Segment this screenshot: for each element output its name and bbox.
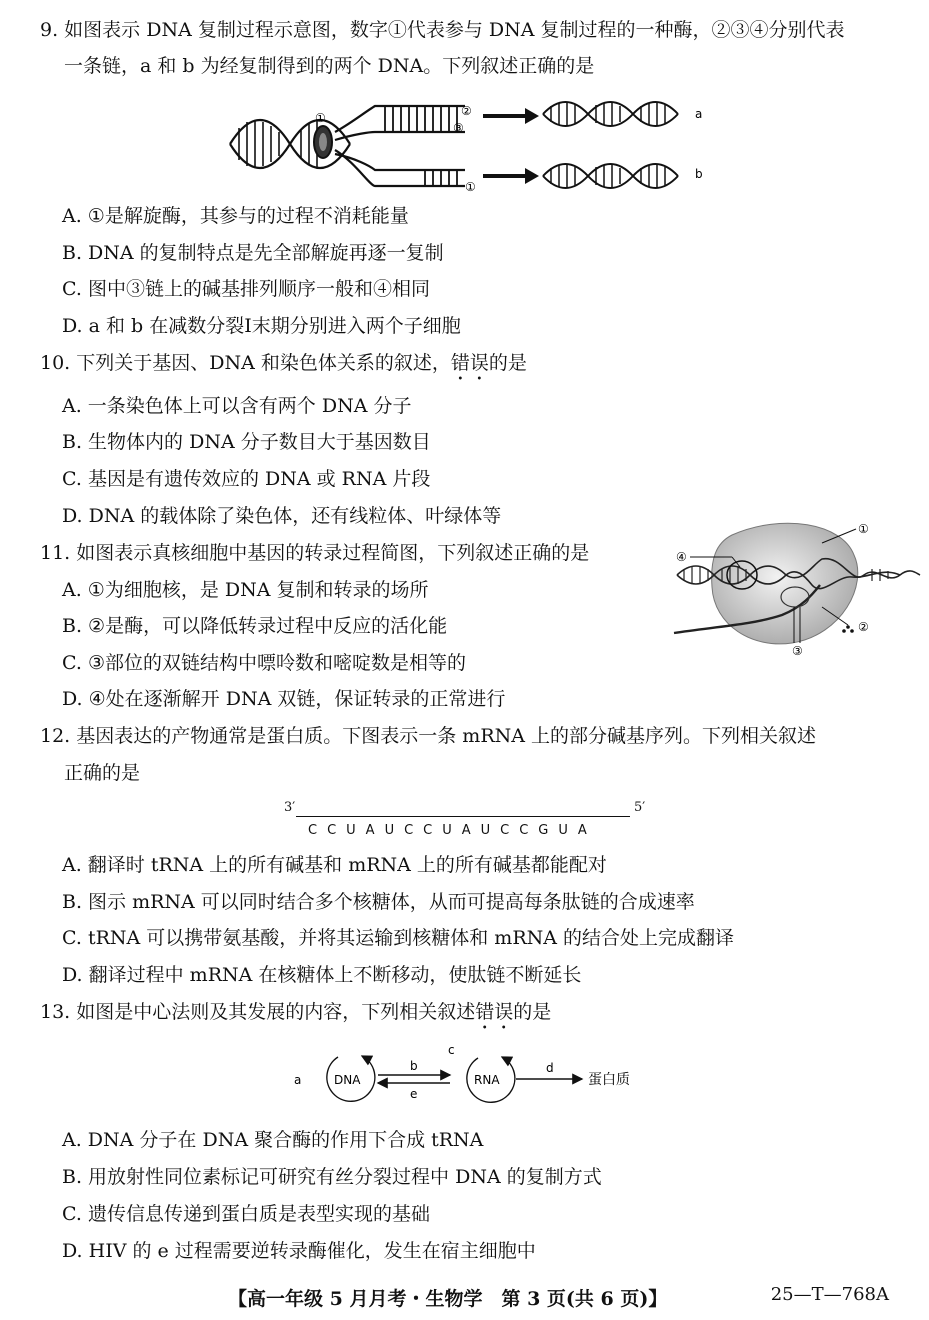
- q11-label-4: ④: [676, 550, 687, 564]
- q13-label-protein: 蛋白质: [588, 1072, 630, 1088]
- q11-stem: 11. 如图表示真核细胞中基因的转录过程简图，下列叙述正确的是: [40, 542, 590, 564]
- q11-label-2: ②: [858, 620, 869, 634]
- q9-stem-line2: 一条链，a 和 b 为经复制得到的两个 DNA。下列叙述正确的是: [64, 55, 595, 77]
- q9-label-b: b: [695, 167, 703, 181]
- q11-option-b: B. ②是酶，可以降低转录过程中反应的活化能: [62, 615, 448, 637]
- q11-transcription-figure: [672, 515, 922, 658]
- q10-option-d: D. DNA 的载体除了染色体，还有线粒体、叶绿体等: [62, 505, 502, 527]
- q13-label-a: a: [294, 1073, 302, 1087]
- q13-label-d: d: [546, 1061, 554, 1075]
- q12-stem-line2: 正确的是: [64, 762, 141, 784]
- q13-label-c: c: [448, 1043, 455, 1057]
- q12-option-a: A. 翻译时 tRNA 上的所有碱基和 mRNA 上的所有碱基都能配对: [62, 854, 607, 876]
- q12-label-5prime: 5′: [634, 800, 646, 815]
- exam-code: 25—T—768A: [770, 1284, 889, 1305]
- q11-option-d: D. ④处在逐渐解开 DNA 双链，保证转录的正常进行: [62, 688, 506, 710]
- q10-option-a: A. 一条染色体上可以含有两个 DNA 分子: [62, 395, 412, 417]
- q12-stem-line1: 12. 基因表达的产物通常是蛋白质。下图表示一条 mRNA 上的部分碱基序列。下列相关叙述: [40, 725, 817, 747]
- q13-central-dogma-figure: [290, 1044, 640, 1114]
- q13-emphasis: 错误: [475, 1001, 514, 1023]
- q9-stem-line1: 9. 如图表示 DNA 复制过程示意图，数字①代表参与 DNA 复制过程的一种酶，②③④分别代表: [40, 19, 845, 41]
- q12-option-c: C. tRNA 可以携带氨基酸，并将其运输到核糖体和 mRNA 的结合处上完成翻译: [62, 927, 735, 949]
- q13-stem: 13. 如图是中心法则及其发展的内容，下列相关叙述错误的是: [40, 1001, 552, 1023]
- q10-emphasis: 错误: [450, 352, 489, 374]
- q9-option-c: C. 图中③链上的碱基排列顺序一般和④相同: [62, 278, 430, 300]
- q13-option-d: D. HIV 的 e 过程需要逆转录酶催化，发生在宿主细胞中: [62, 1240, 536, 1262]
- q12-base-sequence: CCUAUCCUAUCCGUA: [308, 823, 597, 838]
- q13-label-b: b: [410, 1059, 418, 1073]
- q9-label-1-top: ①: [315, 111, 326, 125]
- q13-label-rna: RNA: [474, 1073, 500, 1087]
- q12-label-3prime: 3′: [284, 800, 296, 815]
- q13-option-a: A. DNA 分子在 DNA 聚合酶的作用下合成 tRNA: [62, 1129, 484, 1151]
- q9-option-d: D. a 和 b 在减数分裂Ⅰ末期分别进入两个子细胞: [62, 315, 461, 337]
- q9-dna-replication-figure: [225, 92, 715, 196]
- q9-label-3: ③: [453, 121, 464, 135]
- q11-label-3: ③: [792, 644, 803, 658]
- q9-option-a: A. ①是解旋酶，其参与的过程不消耗能量: [62, 205, 409, 227]
- q11-option-a: A. ①为细胞核，是 DNA 复制和转录的场所: [62, 579, 429, 601]
- q11-label-1: ①: [858, 522, 869, 536]
- q13-label-dna: DNA: [334, 1073, 361, 1087]
- q10-option-b: B. 生物体内的 DNA 分子数目大于基因数目: [62, 431, 431, 453]
- q9-option-b: B. DNA 的复制特点是先全部解旋再逐一复制: [62, 242, 444, 264]
- q12-option-d: D. 翻译过程中 mRNA 在核糖体上不断移动，使肽链不断延长: [62, 964, 582, 986]
- q13-option-c: C. 遗传信息传递到蛋白质是表型实现的基础: [62, 1203, 430, 1225]
- q10-stem: 10. 下列关于基因、DNA 和染色体关系的叙述，错误的是: [40, 352, 527, 374]
- page-footer-title: 【高一年级 5 月月考・生物学 第 3 页(共 6 页)】: [228, 1288, 668, 1310]
- q11-option-c: C. ③部位的双链结构中嘌呤数和嘧啶数是相等的: [62, 652, 466, 674]
- q9-label-1-bottom: ①: [465, 180, 476, 194]
- q13-label-e: e: [410, 1087, 418, 1101]
- q10-option-c: C. 基因是有遗传效应的 DNA 或 RNA 片段: [62, 468, 431, 490]
- q13-option-b: B. 用放射性同位素标记可研究有丝分裂过程中 DNA 的复制方式: [62, 1166, 602, 1188]
- q9-label-2: ②: [461, 104, 472, 118]
- q9-label-a: a: [695, 107, 703, 121]
- q12-option-b: B. 图示 mRNA 可以同时结合多个核糖体，从而可提高每条肽链的合成速率: [62, 891, 695, 913]
- q12-mrna-strand: [296, 816, 630, 817]
